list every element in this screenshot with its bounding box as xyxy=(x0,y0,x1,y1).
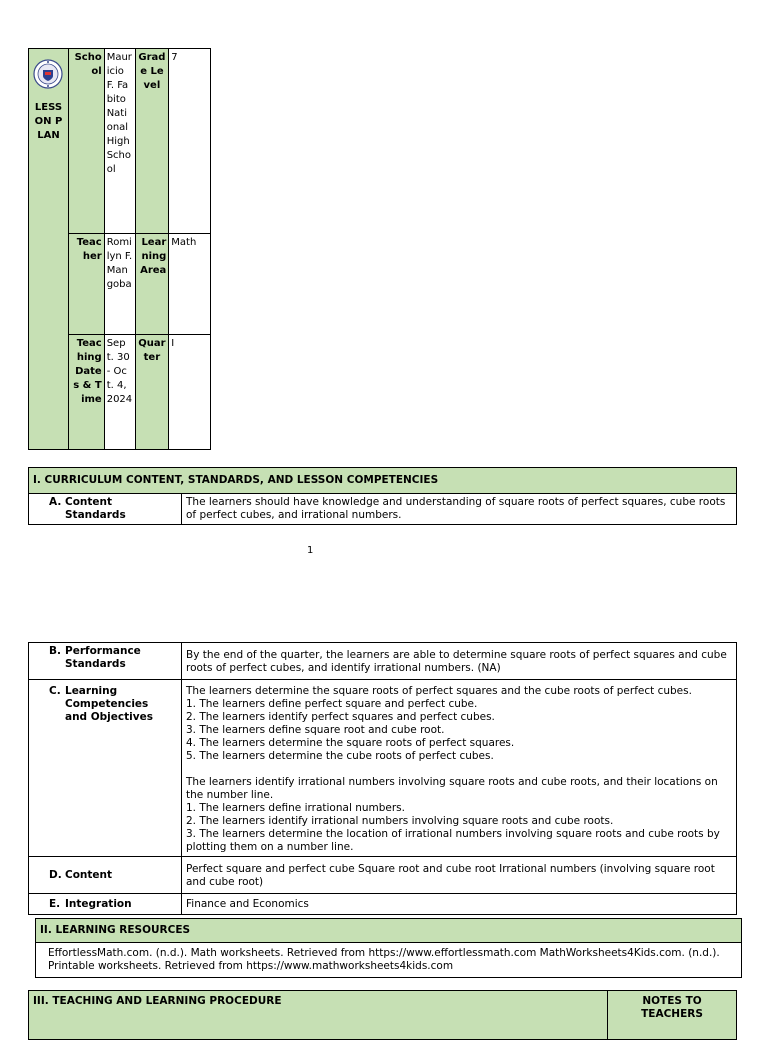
learning-competencies-text xyxy=(182,680,737,857)
school-label: School xyxy=(68,49,104,234)
performance-standards-label-line1: Performance xyxy=(65,645,141,657)
list-item: 3. The learners determine the location of irrational numbers involving square roots and cube roots by plotting them on a number line. xyxy=(186,828,720,853)
list-item: 1. The learners define irrational numbers. xyxy=(186,802,405,814)
learning-competencies-letter: C. xyxy=(49,685,61,697)
content-text: Perfect square and perfect cube Square root and cube root Irrational numbers (involving square root and cube root) xyxy=(182,857,737,894)
lesson-plan-header-table xyxy=(28,48,211,450)
list-item: 4. The learners determine the square roots of perfect squares. xyxy=(186,737,515,749)
teacher-label: Teacher xyxy=(68,234,104,335)
teaching-dates-label: Teaching Dates & Time xyxy=(68,335,104,450)
learning-area-value: Math xyxy=(169,234,211,335)
list-item: 5. The learners determine the cube roots of perfect cubes. xyxy=(186,750,494,762)
quarter-value: I xyxy=(169,335,211,450)
competencies-intro-1: The learners determine the square roots of perfect squares and the cube roots of perfect cubes. xyxy=(186,685,692,697)
learning-area-label: Learning Area xyxy=(135,234,169,335)
procedure-table xyxy=(28,990,737,1040)
performance-standards-label-line2: Standards xyxy=(65,658,126,670)
school-value: Mauricio F. Fabito National High School xyxy=(104,49,135,234)
integration-letter: E. xyxy=(49,898,61,910)
page-number: 1 xyxy=(307,545,314,556)
deped-seal-icon xyxy=(33,57,63,91)
content-standards-label-line1: Content xyxy=(65,496,113,508)
curriculum-section-table xyxy=(28,467,737,525)
competencies-table xyxy=(28,642,737,915)
teacher-value: Romilyn F. Mangoba xyxy=(104,234,135,335)
notes-to-teachers-heading: NOTES TO TEACHERS xyxy=(608,991,737,1040)
list-item: 1. The learners define perfect square and perfect cube. xyxy=(186,698,478,710)
competencies-intro-2: The learners identify irrational numbers involving square roots and cube roots, and their locations on the number line. xyxy=(186,776,718,801)
grade-level-label: Grade Level xyxy=(135,49,169,234)
list-item: 2. The learners identify irrational numbers involving square roots and cube roots. xyxy=(186,815,614,827)
lesson-plan-title-cell xyxy=(29,49,69,450)
performance-standards-label xyxy=(29,643,182,680)
learning-resources-text: EffortlessMath.com. (n.d.). Math worksheets. Retrieved from https://www.effortlessmath.com MathWorksheets4Kids.com. (n.d.). Printable worksheets. Retrieved from https://www.mathworksheets4kids.com xyxy=(36,943,742,978)
performance-standards-letter: B. xyxy=(49,645,61,657)
integration-label xyxy=(29,894,182,915)
learning-competencies-label-line2: Competencies xyxy=(65,698,149,710)
integration-text: Finance and Economics xyxy=(182,894,737,915)
content-letter: D. xyxy=(49,868,62,881)
procedure-heading: III. TEACHING AND LEARNING PROCEDURE xyxy=(29,991,608,1040)
teaching-dates-value: Sept. 30- Oct. 4, 2024 xyxy=(104,335,135,450)
integration-label-text: Integration xyxy=(65,898,132,910)
learning-resources-heading: II. LEARNING RESOURCES xyxy=(36,919,742,943)
learning-resources-table xyxy=(35,918,742,978)
learning-competencies-label xyxy=(29,680,182,857)
learning-competencies-label-line3: and Objectives xyxy=(65,711,153,723)
content-standards-text: The learners should have knowledge and understanding of square roots of perfect squares, cube roots of perfect cubes, and irrational numbers. xyxy=(182,494,737,525)
list-item: 2. The learners identify perfect squares and perfect cubes. xyxy=(186,711,495,723)
lesson-plan-title: LESSON PLAN xyxy=(34,102,63,141)
performance-standards-text: By the end of the quarter, the learners are able to determine square roots of perfect squares and cube roots of perfect cubes, and identify irrational numbers. (NA) xyxy=(182,643,737,680)
list-item: 3. The learners define square root and cube root. xyxy=(186,724,445,736)
quarter-label: Quarter xyxy=(135,335,169,450)
content-label xyxy=(29,857,182,894)
content-label-text: Content xyxy=(65,868,113,881)
grade-level-value: 7 xyxy=(169,49,211,234)
content-standards-label xyxy=(29,494,182,525)
content-standards-label-line2: Standards xyxy=(65,509,126,521)
curriculum-section-heading: I. CURRICULUM CONTENT, STANDARDS, AND LESSON COMPETENCIES xyxy=(29,468,737,494)
content-standards-letter: A. xyxy=(49,496,62,508)
learning-competencies-label-line1: Learning xyxy=(65,685,118,697)
